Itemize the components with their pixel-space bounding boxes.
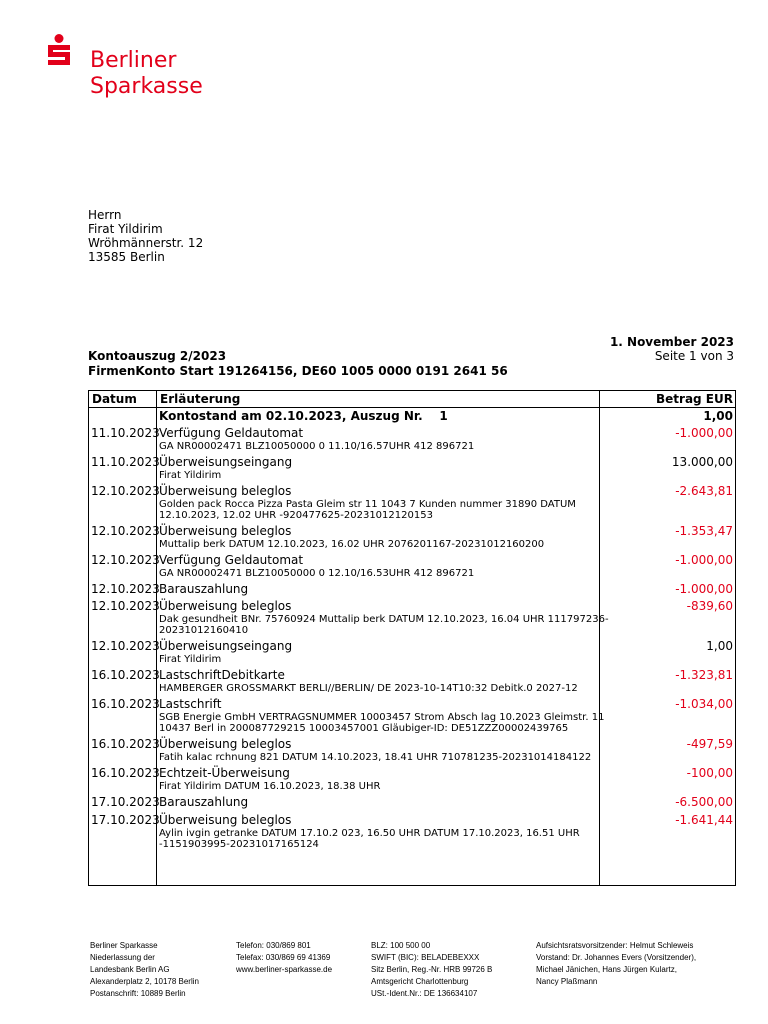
- row-date: 12.10.2023: [91, 484, 160, 498]
- statement-date: 1. November 2023: [609, 335, 734, 349]
- footer-contact: [236, 940, 332, 976]
- row-date: 11.10.2023: [91, 426, 160, 440]
- footer-line: SWIFT (BIC): BELADEBEXXX: [371, 953, 480, 962]
- recipient-salutation: Herrn: [88, 208, 122, 222]
- footer-line: Nancy Plaßmann: [536, 977, 598, 986]
- row-description: [159, 524, 735, 550]
- row-date: 12.10.2023: [91, 553, 160, 567]
- recipient-city: 13585 Berlin: [88, 250, 165, 264]
- table-row: [89, 484, 735, 521]
- row-amount: -839,60: [686, 599, 733, 613]
- table-row: [89, 409, 735, 424]
- row-amount: -1.000,00: [675, 553, 733, 567]
- table-row: [89, 766, 735, 792]
- row-amount: 1,00: [703, 409, 733, 423]
- row-detail: SGB Energie GmbH VERTRAGSNUMMER 10003457 Strom Absch lag 10.2023 Gleimstr. 11 10437 Berl in 200087729215 10003457001 Gläubiger-ID: DE51ZZZ00002439765: [159, 712, 605, 734]
- footer-line: USt.-Ident.Nr.: DE 136634107: [371, 989, 478, 998]
- row-amount: -6.500,00: [675, 795, 733, 809]
- row-amount: -1.323,81: [675, 668, 733, 682]
- table-row: [89, 668, 735, 694]
- table-row: [89, 524, 735, 550]
- row-title: LastschriftDebitkarte: [159, 668, 285, 682]
- recipient-name: Firat Yildirim: [88, 222, 163, 236]
- row-detail: HAMBERGER GROSSMARKT BERLI//BERLIN/ DE 2023-10-14T10:32 Debitk.0 2027-12: [159, 683, 578, 694]
- row-title: Kontostand am 02.10.2023, Auszug Nr. 1: [159, 409, 448, 423]
- footer-line: Sitz Berlin, Reg.-Nr. HRB 99726 B: [371, 965, 493, 974]
- row-detail: Dak gesundheit BNr. 75760924 Muttalip berk DATUM 12.10.2023, 16.04 UHR 111797236-20231012160410: [159, 614, 609, 636]
- row-detail: Muttalip berk DATUM 12.10.2023, 16.02 UHR 2076201167-20231012160200: [159, 539, 545, 550]
- table-row: [89, 582, 735, 597]
- header-divider: [89, 407, 735, 408]
- row-description: [159, 409, 735, 424]
- table-row: [89, 639, 735, 665]
- row-description: [159, 813, 735, 850]
- footer-line: Vorstand: Dr. Johannes Evers (Vorsitzender),: [536, 953, 697, 962]
- footer-line: Postanschrift: 10889 Berlin: [90, 989, 186, 998]
- footer-line: Berliner Sparkasse: [90, 941, 158, 950]
- row-amount: -2.643,81: [675, 484, 733, 498]
- row-title: Lastschrift: [159, 697, 222, 711]
- row-date: 12.10.2023: [91, 582, 160, 596]
- row-detail: GA NR00002471 BLZ10050000 0 12.10/16.53UHR 412 896721: [159, 568, 475, 579]
- table-row: [89, 737, 735, 763]
- table-row: [89, 697, 735, 734]
- footer-line: BLZ: 100 500 00: [371, 941, 431, 950]
- row-description: [159, 668, 735, 694]
- row-description: [159, 766, 735, 792]
- row-date: 17.10.2023: [91, 795, 160, 809]
- row-date: 12.10.2023: [91, 639, 160, 653]
- row-description: [159, 599, 735, 636]
- row-description: [159, 484, 735, 521]
- row-description: [159, 737, 735, 763]
- row-detail: Firat Yildirim DATUM 16.10.2023, 18.38 UHR: [159, 781, 381, 792]
- table-row: [89, 426, 735, 452]
- footer-line: Niederlassung der: [90, 953, 155, 962]
- row-date: 16.10.2023: [91, 737, 160, 751]
- brand-name: [90, 48, 203, 100]
- statement-title: Kontoauszug 2/2023: [88, 349, 227, 363]
- row-description: [159, 639, 735, 665]
- footer-line: Amtsgericht Charlottenburg: [371, 977, 469, 986]
- row-amount: 13.000,00: [671, 455, 733, 469]
- row-date: 16.10.2023: [91, 766, 160, 780]
- header-amount: Betrag EUR: [656, 392, 733, 406]
- row-description: [159, 553, 735, 579]
- row-detail: Fatih kalac rchnung 821 DATUM 14.10.2023, 18.41 UHR 710781235-20231014184122: [159, 752, 592, 763]
- recipient-address: [88, 208, 203, 264]
- row-date: 17.10.2023: [91, 813, 160, 827]
- footer-bank-address: [90, 940, 199, 1000]
- row-detail: GA NR00002471 BLZ10050000 0 11.10/16.57UHR 412 896721: [159, 441, 475, 452]
- footer-board: [536, 940, 696, 988]
- row-description: [159, 455, 735, 481]
- table-row: [89, 553, 735, 579]
- account-info: FirmenKonto Start 191264156, DE60 1005 0000 0191 2641 56: [88, 364, 508, 378]
- row-detail: Firat Yildirim: [159, 654, 222, 665]
- row-date: 12.10.2023: [91, 524, 160, 538]
- table-row: [89, 455, 735, 481]
- footer-line: www.berliner-sparkasse.de: [236, 965, 333, 974]
- page-indicator: Seite 1 von 3: [654, 349, 734, 363]
- row-title: Überweisung beleglos: [159, 737, 292, 751]
- transaction-rows: [89, 409, 735, 852]
- table-row: [89, 599, 735, 636]
- row-amount: -1.000,00: [675, 426, 733, 440]
- row-title: Verfügung Geldautomat: [159, 426, 304, 440]
- row-detail: Firat Yildirim: [159, 470, 222, 481]
- row-description: [159, 582, 735, 597]
- row-amount: -1.353,47: [675, 524, 733, 538]
- footer-line: Alexanderplatz 2, 10178 Berlin: [90, 977, 199, 986]
- footer-line: Landesbank Berlin AG: [90, 965, 170, 974]
- brand-line-1: Berliner: [90, 48, 177, 73]
- row-description: [159, 795, 735, 810]
- row-title: Überweisung beleglos: [159, 813, 292, 827]
- row-title: Barauszahlung: [159, 795, 249, 809]
- footer-line: Telefax: 030/869 69 41369: [236, 953, 331, 962]
- row-title: Überweisung beleglos: [159, 524, 292, 538]
- row-description: [159, 426, 735, 452]
- row-amount: -100,00: [686, 766, 733, 780]
- brand-line-2: Sparkasse: [90, 74, 203, 99]
- row-title: Echtzeit-Überweisung: [159, 766, 290, 780]
- row-title: Überweisung beleglos: [159, 484, 292, 498]
- table-row: [89, 813, 735, 850]
- row-date: 16.10.2023: [91, 668, 160, 682]
- row-description: [159, 697, 735, 734]
- footer-registration: [371, 940, 492, 1000]
- row-title: Überweisung beleglos: [159, 599, 292, 613]
- table-row: [89, 795, 735, 810]
- row-detail: Golden pack Rocca Pizza Pasta Gleim str 11 1043 7 Kunden nummer 31890 DATUM 12.10.2023, 12.02 UHR -920477625-20231012120153: [159, 499, 576, 521]
- footer-line: Aufsichtsratsvorsitzender: Helmut Schleweis: [536, 941, 694, 950]
- row-title: Überweisungseingang: [159, 455, 293, 469]
- row-title: Überweisungseingang: [159, 639, 293, 653]
- row-amount: -1.641,44: [675, 813, 733, 827]
- header-description: Erläuterung: [160, 392, 241, 406]
- row-amount: -497,59: [686, 737, 733, 751]
- row-detail: Aylin ivgin getranke DATUM 17.10.2 023, 16.50 UHR DATUM 17.10.2023, 16.51 UHR -1151903995-20231017165124: [159, 828, 580, 850]
- row-amount: -1.034,00: [675, 697, 733, 711]
- recipient-street: Wröhmännerstr. 12: [88, 236, 204, 250]
- footer-line: Telefon: 030/869 801: [236, 941, 311, 950]
- row-date: 16.10.2023: [91, 697, 160, 711]
- header-date: Datum: [92, 392, 137, 406]
- row-amount: -1.000,00: [675, 582, 733, 596]
- row-title: Verfügung Geldautomat: [159, 553, 304, 567]
- sparkasse-s-icon: [44, 34, 74, 70]
- row-amount: 1,00: [706, 639, 733, 653]
- row-date: 12.10.2023: [91, 599, 160, 613]
- transactions-table: [88, 390, 736, 886]
- statement-date-block: [610, 335, 734, 363]
- footer-line: Michael Jänichen, Hans Jürgen Kulartz,: [536, 965, 677, 974]
- row-date: 11.10.2023: [91, 455, 160, 469]
- row-title: Barauszahlung: [159, 582, 249, 596]
